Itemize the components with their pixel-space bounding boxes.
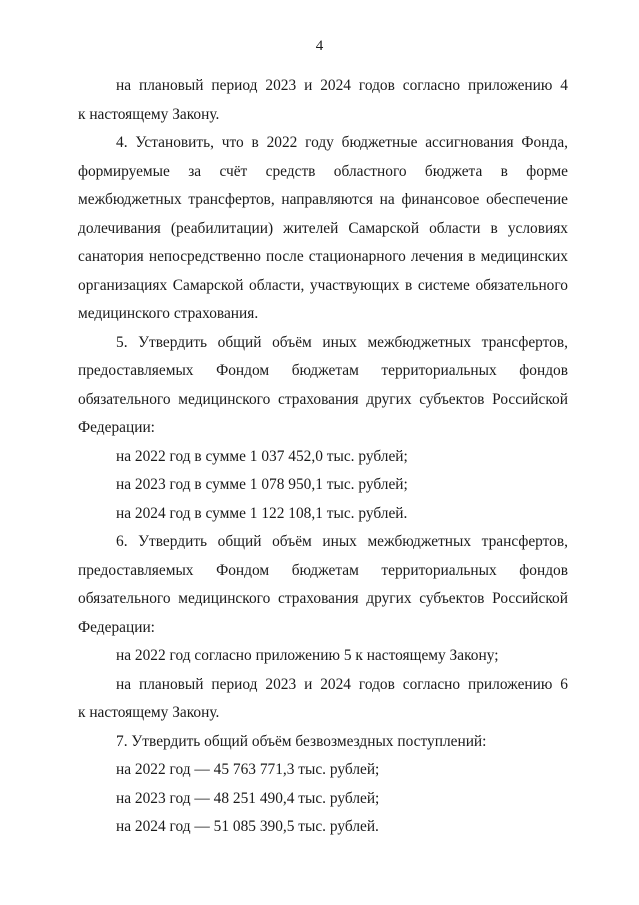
document-body (78, 72, 568, 842)
text-line: Федерации: (78, 419, 155, 436)
text-line: 7. Утвердить общий объём безвозмездных поступлений: (116, 732, 487, 750)
text-line: долечивания (реабилитации) жителей Самарской области в условиях (78, 219, 568, 237)
text-line: предоставляемых Фондом бюджетам территориальных фондов (78, 561, 568, 579)
text-line: обязательного медицинского страхования других субъектов Российской (78, 390, 568, 408)
text-line: обязательного медицинского страхования других субъектов Российской (78, 590, 568, 607)
text-line: предоставляемых Фондом бюджетам территориальных фондов (78, 362, 568, 379)
text-line: к настоящему Закону. (78, 704, 220, 721)
text-line: на 2024 год в сумме 1 122 108,1 тыс. рублей. (116, 504, 408, 522)
text-line: на плановый период 2023 и 2024 годов согласно приложению 4 (116, 77, 568, 94)
text-line: 5. Утвердить общий объём иных межбюджетных трансфертов, (116, 333, 568, 351)
text-line: на 2022 год в сумме 1 037 452,0 тыс. рублей; (116, 447, 408, 465)
text-line: на 2023 год — 48 251 490,4 тыс. рублей; (116, 789, 380, 807)
text-line: Федерации: (78, 618, 155, 636)
text-line: на 2022 год — 45 763 771,3 тыс. рублей; (116, 761, 380, 778)
text-line: организациях Самарской области, участвующих в системе обязательного (78, 276, 568, 294)
text-line: формируемые за счёт средств областного бюджета в форме (78, 162, 568, 180)
page-number: 4 (315, 38, 324, 54)
text-line: на 2022 год согласно приложению 5 к настоящему Закону; (116, 647, 499, 664)
text-line: на 2024 год — 51 085 390,5 тыс. рублей. (116, 818, 379, 835)
text-line: на 2023 год в сумме 1 078 950,1 тыс. рублей; (116, 476, 408, 493)
text-line: межбюджетных трансфертов, направляются на финансовое обеспечение (78, 191, 568, 208)
text-line: медицинского страхования. (78, 305, 259, 322)
text-line: на плановый период 2023 и 2024 годов согласно приложению 6 (116, 675, 568, 693)
text-line: к настоящему Закону. (78, 105, 220, 123)
text-line: 6. Утвердить общий объём иных межбюджетных трансфертов, (116, 533, 568, 550)
text-line: санатория непосредственно после стационарного лечения в медицинских (78, 248, 568, 265)
text-line: 4. Установить, что в 2022 году бюджетные ассигнования Фонда, (116, 134, 568, 151)
